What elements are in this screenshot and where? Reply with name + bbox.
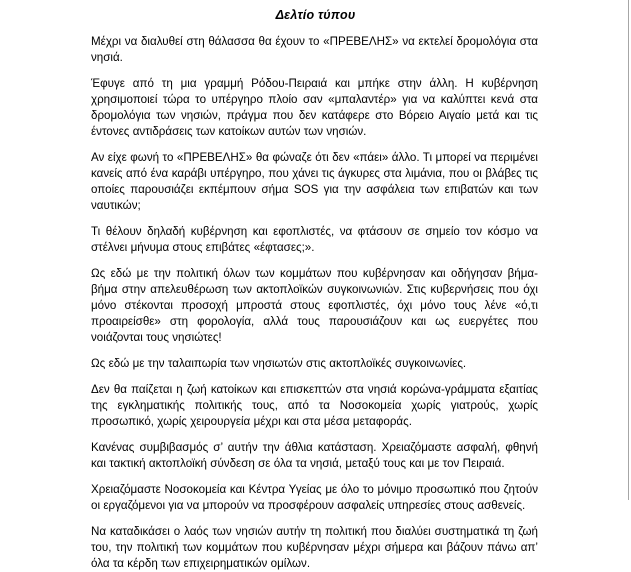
paragraph: Ως εδώ με την ταλαιπωρία των νησιωτών στις ακτοπλοϊκές συγκοινωνίες. — [91, 357, 467, 370]
paragraph: Δεν θα παίζεται η ζωή κατοίκων και επισκεπτών στα νησιά κορώνα-γράμματα εξαιτίας της εγκληματικής πολιτικής τους, από τα Νοσοκομεία χωρίς γιατρούς, χωρίς προσωπικό, χωρίς χειρουργεία μέχρι και στα μέσα μεταφοράς. — [91, 383, 538, 428]
paragraph: Αν είχε φωνή το «ΠΡΕΒΕΛΗΣ» θα φώναζε ότι δεν «πάει» άλλο. Τι μπορεί να περιμένει κανείς από ένα καράβι υπέργηρο, που χάνει τις άγκυρες στα λιμάνια, που οι βλάβες τις οποίες παρουσιάζει εκπέμπουν σήμα SOS για την ασφάλεια των επιβατών και των ναυτικών; — [91, 151, 538, 212]
paragraph: Κανένας συμβιβασμός σ’ αυτήν την άθλια κατάσταση. Χρειαζόμαστε ασφαλή, φθηνή και τακτική ακτοπλοϊκή σύνδεση σε όλα τα νησιά, μεταξύ τους και με τον Πειραιά. — [91, 441, 538, 470]
paragraph: Τι θέλουν δηλαδή κυβέρνηση και εφοπλιστές, να φτάσουν σε σημείο τον κόσμο να στέλνει μήνυμα στους επιβάτες «έφτασες;». — [91, 225, 538, 254]
page-edge-rule — [628, 0, 629, 500]
paragraph: Μέχρι να διαλυθεί στη θάλασσα θα έχουν το «ΠΡΕΒΕΛΗΣ» να εκτελεί δρομολόγια στα νησιά. — [91, 35, 538, 64]
paragraph: Ως εδώ με την πολιτική όλων των κομμάτων που κυβέρνησαν και οδήγησαν βήμα-βήμα στην απελευθέρωση των ακτοπλοϊκών συγκοινωνιών. Στις κυβερνήσεις που όχι μόνο στέκονται προσοχή μπροστά στους εφοπλιστές, όχι μόνο τους λένε «ό,τι προαιρείσθε» στη φορολογία, αλλά τους παρουσιάζουν και ως ευεργέτες που νοιάζονται τους νησιώτες! — [91, 267, 538, 344]
page-title: Δελτίο τύπου — [275, 8, 356, 22]
title-spacer — [0, 23, 631, 34]
paragraph: Να καταδικάσει ο λαός των νησιών αυτήν τη πολιτική που διαλύει συστηματικά τη ζωή του, την πολιτική των κομμάτων που κυβέρνησαν μέχρι σήμερα και βάζουν πάνω απ’ όλα τα κέρδη των επιχειρηματικών ομίλων. — [91, 525, 538, 570]
paragraph: Χρειαζόμαστε Νοσοκομεία και Κέντρα Υγείας με όλο το μόνιμο προσωπικό που ζητούν οι εργαζόμενοι για να μπορούν να προσφέρουν ασφαλείς υπηρεσίες στους ασθενείς. — [91, 483, 538, 512]
document-body — [91, 34, 538, 572]
paragraph: Έφυγε από τη μια γραμμή Ρόδου-Πειραιά και μπήκε στην άλλη. Η κυβέρνηση χρησιμοποιεί τώρα το υπέργηρο πλοίο σαν «μπαλαντέρ» για να καλύπτει κενά στα δρομολόγια των νησιών, πράγμα που δεν κατάφερε στο Βόρειο Αιγαίο μετά και τις έντονες αντιδράσεις των κατοίκων αυτών των νησιών. — [91, 77, 538, 138]
